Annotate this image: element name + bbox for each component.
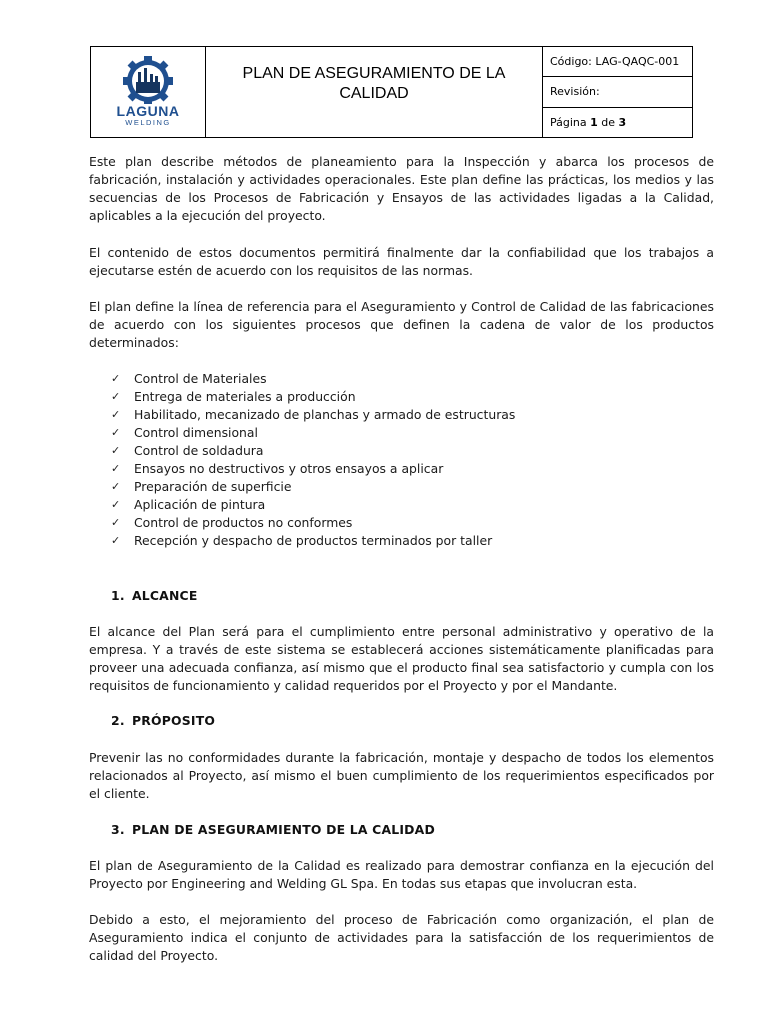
section-paragraph: El alcance del Plan será para el cumplimiento entre personal administrativo y operativo de la empresa. Y a través de este sistema se establecerá acciones sistemáticamente planificadas para proveer una adecuada confianza, así mismo que el producto final sea satisfactorio y cumpla con los requisitos de funcionamiento y calidad requeridos por el Proyecto y por el Mandante. — [89, 624, 714, 693]
section-number: 2. — [111, 713, 125, 728]
section-heading-alcance — [111, 588, 198, 603]
list-item — [111, 514, 515, 532]
check-icon: ✓ — [111, 534, 121, 547]
check-icon: ✓ — [111, 372, 121, 385]
intro-paragraph: El contenido de estos documentos permitirá finalmente dar la confiabilidad que los trabajos a ejecutarse estén de acuerdo con los requisitos de las normas. — [89, 245, 714, 278]
section-number: 1. — [111, 588, 125, 603]
page-prefix: Página — [550, 115, 587, 129]
check-icon: ✓ — [111, 408, 121, 421]
check-icon: ✓ — [111, 444, 121, 457]
company-logo — [98, 54, 198, 130]
section-heading-plan — [111, 822, 435, 837]
list-item-label: Control de soldadura — [134, 443, 264, 458]
page-number — [543, 108, 692, 137]
list-item — [111, 370, 515, 388]
list-item — [111, 532, 515, 550]
page-total: 3 — [618, 115, 627, 129]
section-number: 3. — [111, 822, 125, 837]
list-item-label: Ensayos no destructivos y otros ensayos a aplicar — [134, 461, 444, 476]
list-item-label: Control de productos no conformes — [134, 515, 353, 530]
logo-subtext: WELDING — [125, 118, 171, 127]
logo-text: LAGUNA — [116, 103, 180, 119]
list-item-label: Habilitado, mecanizado de planchas y armado de estructuras — [134, 407, 516, 422]
process-checklist — [111, 370, 515, 550]
list-item — [111, 496, 515, 514]
title-cell — [206, 47, 543, 137]
check-icon: ✓ — [111, 498, 121, 511]
list-item — [111, 424, 515, 442]
document-header — [90, 46, 693, 138]
section-paragraph: Prevenir las no conformidades durante la fabricación, montaje y despacho de todos los elementos relacionados al Proyecto, así mismo el buen cumplimiento de los requerimientos especificados por el cliente. — [89, 750, 714, 801]
list-item — [111, 460, 515, 478]
page-current: 1 — [590, 115, 598, 129]
list-item — [111, 406, 515, 424]
section-title: PLAN DE ASEGURAMIENTO DE LA CALIDAD — [132, 822, 435, 837]
intro-paragraph: Este plan describe métodos de planeamiento para la Inspección y abarca los procesos de fabricación, instalación y actividades operacionales. Este plan define las prácticas, los medios y las secuencias de los Procesos de Fabricación y Ensayos de las actividades ligadas a la Calidad, aplicables a la ejecución del proyecto. — [89, 154, 714, 223]
list-item-label: Control dimensional — [134, 425, 258, 440]
check-icon: ✓ — [111, 426, 121, 439]
list-item — [111, 478, 515, 496]
section-title: PRÓPOSITO — [132, 713, 216, 728]
list-item-label: Recepción y despacho de productos terminados por taller — [134, 533, 493, 548]
section-paragraph: El plan de Aseguramiento de la Calidad es realizado para demostrar confianza en la ejecución del Proyecto por Engineering and Welding GL Spa. En todas sus etapas que involucran esta. — [89, 858, 714, 891]
list-item-label: Control de Materiales — [134, 371, 267, 386]
document-title: PLAN DE ASEGURAMIENTO DE LA CALIDAD — [242, 65, 506, 102]
section-heading-proposito — [111, 713, 215, 728]
meta-cell — [543, 47, 692, 137]
list-item — [111, 388, 515, 406]
check-icon: ✓ — [111, 480, 121, 493]
list-item — [111, 442, 515, 460]
document-code: Código: LAG-QAQC-001 — [543, 47, 692, 77]
intro-paragraph: El plan define la línea de referencia para el Aseguramiento y Control de Calidad de las fabricaciones de acuerdo con los siguientes procesos que definen la cadena de valor de los productos determinados: — [89, 299, 714, 350]
page-of: de — [601, 115, 616, 129]
list-item-label: Aplicación de pintura — [134, 497, 266, 512]
check-icon: ✓ — [111, 390, 121, 403]
section-title: ALCANCE — [132, 588, 198, 603]
list-item-label: Entrega de materiales a producción — [134, 389, 356, 404]
check-icon: ✓ — [111, 516, 121, 529]
check-icon: ✓ — [111, 462, 121, 475]
logo-cell — [91, 47, 206, 137]
list-item-label: Preparación de superficie — [134, 479, 292, 494]
document-revision: Revisión: — [543, 77, 692, 107]
section-paragraph: Debido a esto, el mejoramiento del proceso de Fabricación como organización, el plan de Aseguramiento indica el conjunto de actividades para la satisfacción de los requerimientos de calidad del Proyecto. — [89, 912, 714, 963]
